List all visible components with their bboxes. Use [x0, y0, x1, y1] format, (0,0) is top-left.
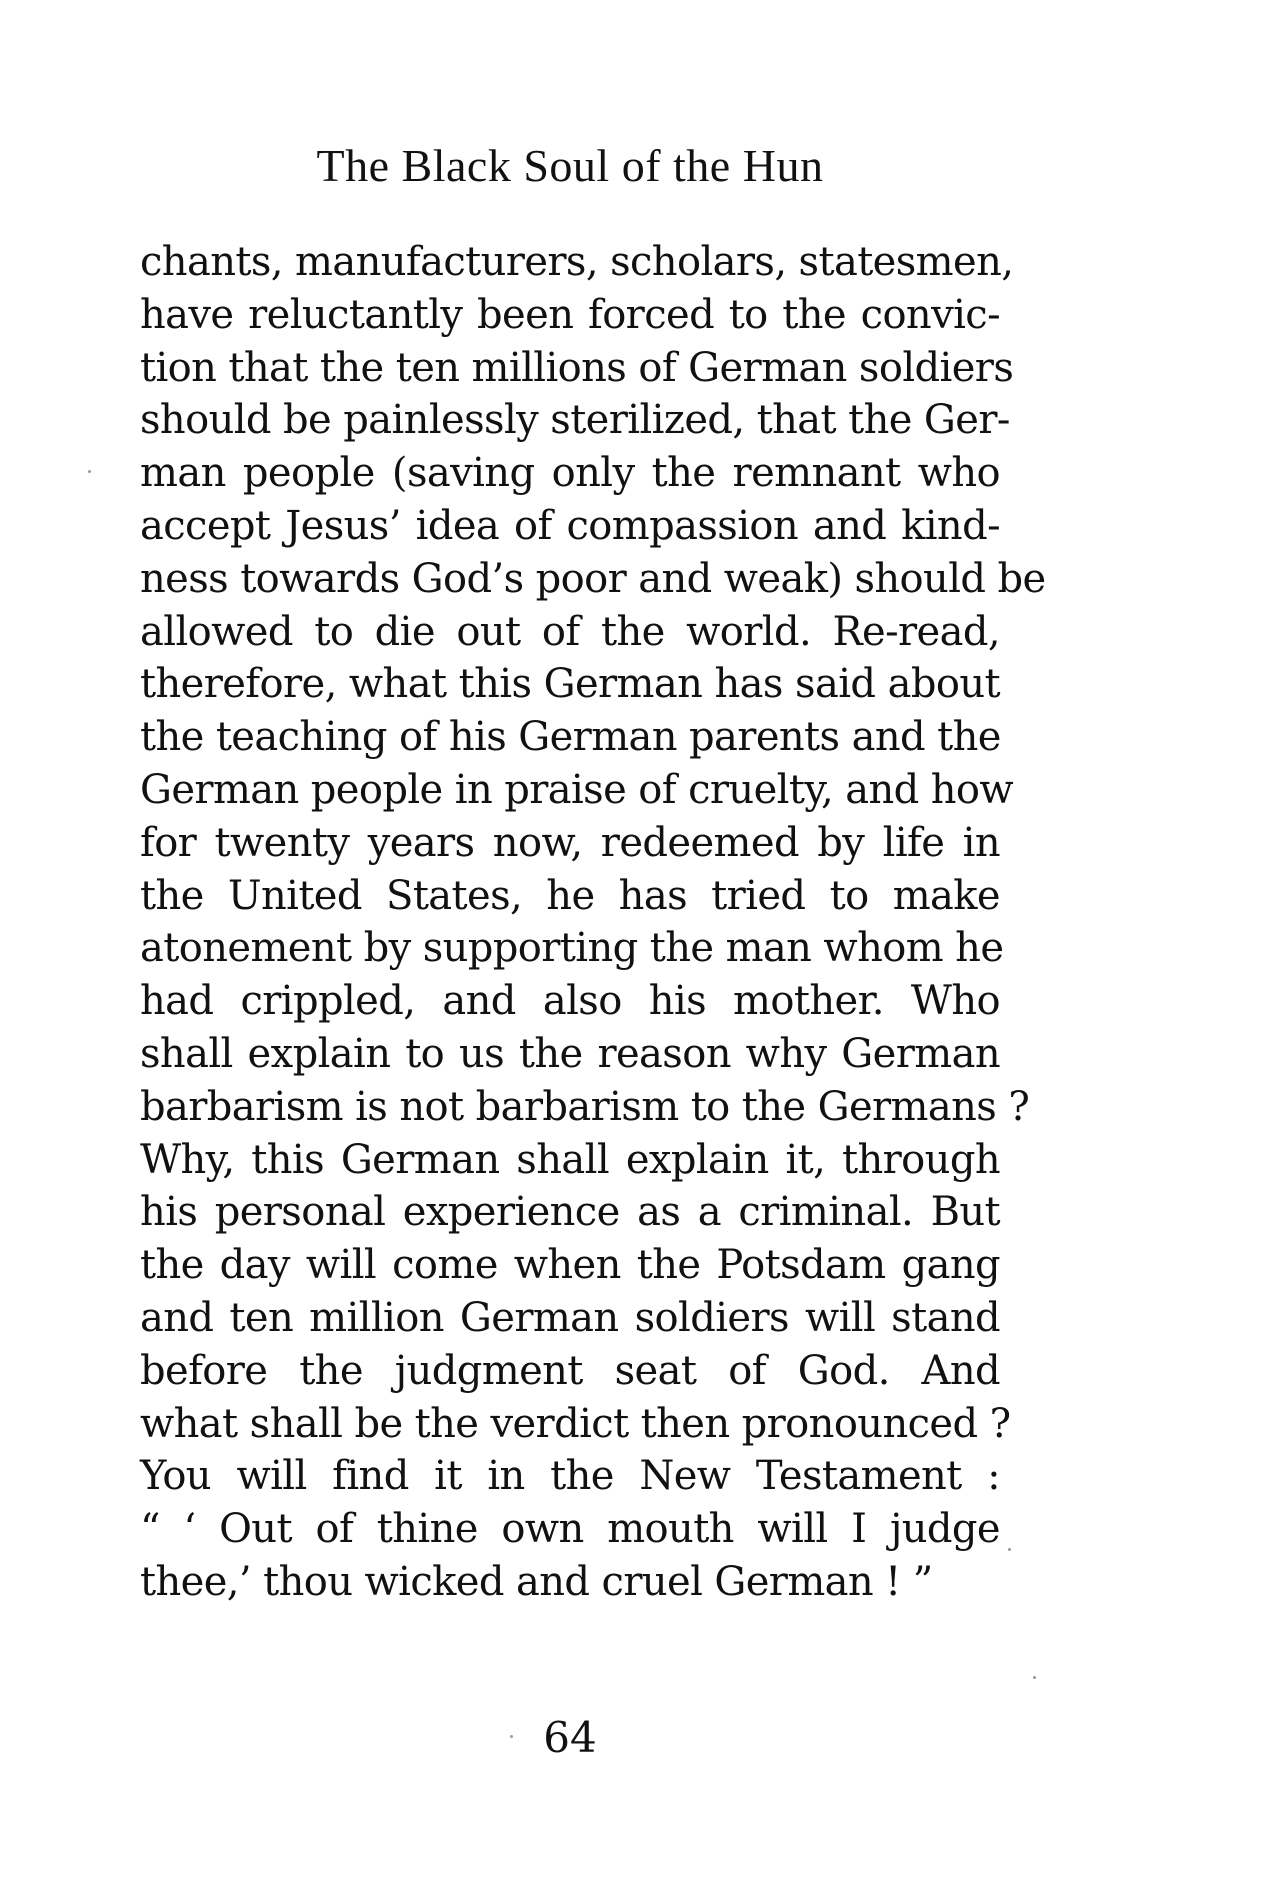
- text-line: chants, manufacturers, scholars, statesmen,: [140, 239, 1014, 285]
- text-line: and ten million German soldiers will stand: [140, 1294, 1000, 1341]
- page-number: 64: [543, 1713, 597, 1762]
- print-speck: [1008, 1548, 1011, 1551]
- text-line: have reluctantly been forced to the convic-: [140, 291, 1000, 338]
- text-line: before the judgment seat of God. And: [140, 1347, 1000, 1394]
- text-line: had crippled, and also his mother. Who: [140, 978, 1000, 1025]
- text-line: therefore, what this German has said about: [140, 661, 1000, 708]
- print-speck: [510, 1735, 513, 1738]
- text-line: accept Jesus’ idea of compassion and kind-: [140, 502, 1000, 549]
- text-line: German people in praise of cruelty, and how: [140, 766, 1014, 813]
- print-speck: [1033, 1676, 1036, 1679]
- text-line: allowed to die out of the world. Re-read,: [140, 608, 1000, 655]
- text-line: his personal experience as a criminal. But: [140, 1189, 1000, 1236]
- text-line: man people (saving only the remnant who: [140, 450, 1000, 497]
- text-line: “ ‘ Out of thine own mouth will I judge: [140, 1506, 1000, 1553]
- text-line: the day will come when the Potsdam gang: [140, 1242, 1000, 1289]
- text-line: shall explain to us the reason why German: [140, 1030, 1000, 1077]
- text-line: barbarism is not barbarism to the Germans ?: [140, 1083, 1030, 1130]
- body-paragraph: [140, 236, 1046, 1609]
- text-line: tion that the ten millions of German soldiers: [140, 344, 1014, 391]
- running-head: The Black Soul of the Hun: [316, 140, 824, 191]
- text-line: should be painlessly sterilized, that the Ger-: [140, 397, 1010, 444]
- text-line: atonement by supporting the man whom he: [140, 925, 1004, 972]
- text-line-final: thee,’ thou wicked and cruel German ! ”: [140, 1558, 933, 1605]
- text-line: what shall be the verdict then pronounced ?: [140, 1400, 1011, 1447]
- text-line: for twenty years now, redeemed by life in: [140, 819, 1000, 866]
- print-speck: [88, 470, 91, 473]
- text-line: Why, this German shall explain it, through: [140, 1136, 1000, 1183]
- text-line: the teaching of his German parents and the: [140, 714, 1001, 761]
- text-line: ness towards God’s poor and weak) should be: [140, 555, 1046, 602]
- text-line: the United States, he has tried to make: [140, 872, 1000, 919]
- text-line: You will find it in the New Testament :: [140, 1453, 1000, 1500]
